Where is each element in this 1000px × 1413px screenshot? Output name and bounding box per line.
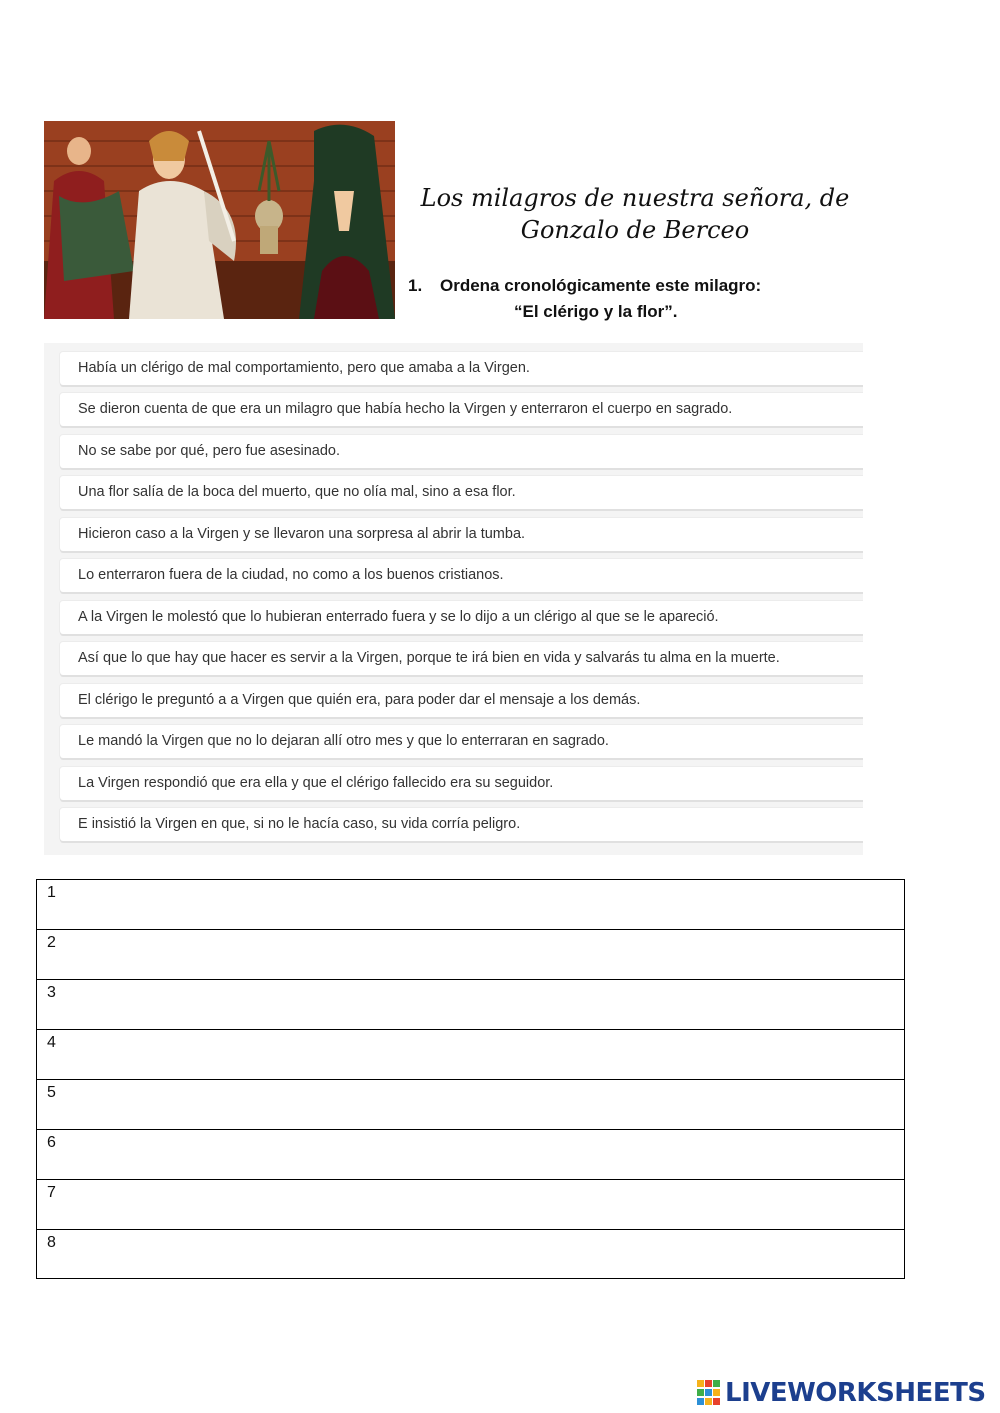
instructions bbox=[408, 273, 761, 325]
annunciation-painting bbox=[44, 121, 395, 319]
title-line-1: Los milagros de nuestra señora, de bbox=[420, 184, 850, 212]
answer-row[interactable]: 2 bbox=[37, 930, 904, 980]
sentence-item[interactable]: Lo enterraron fuera de la ciudad, no como a los buenos cristianos. bbox=[60, 559, 863, 592]
sentence-item[interactable]: Hicieron caso a la Virgen y se llevaron una sorpresa al abrir la tumba. bbox=[60, 518, 863, 551]
answer-row[interactable]: 7 bbox=[37, 1180, 904, 1230]
sentence-item[interactable]: A la Virgen le molestó que lo hubieran enterrado fuera y se lo dijo a un clérigo al que se le apareció. bbox=[60, 601, 863, 634]
sentence-item[interactable]: El clérigo le preguntó a a Virgen que quién era, para poder dar el mensaje a los demás. bbox=[60, 684, 863, 717]
liveworksheets-logo-icon bbox=[697, 1380, 721, 1406]
sentence-item[interactable]: E insistió la Virgen en que, si no le hacía caso, su vida corría peligro. bbox=[60, 808, 863, 841]
answer-row[interactable]: 5 bbox=[37, 1080, 904, 1130]
answer-row[interactable]: 4 bbox=[37, 1030, 904, 1080]
answer-row[interactable]: 6 bbox=[37, 1130, 904, 1180]
sentence-item[interactable]: No se sabe por qué, pero fue asesinado. bbox=[60, 435, 863, 468]
worksheet-title bbox=[405, 182, 865, 246]
liveworksheets-brand[interactable] bbox=[697, 1378, 986, 1408]
instruction-number: 1. bbox=[408, 276, 423, 295]
answer-row[interactable]: 1 bbox=[37, 880, 904, 930]
sentence-item[interactable]: Se dieron cuenta de que era un milagro que había hecho la Virgen y enterraron el cuerpo en sagrado. bbox=[60, 393, 863, 426]
answer-row[interactable]: 8 bbox=[47, 1234, 56, 1251]
sentence-item[interactable]: Había un clérigo de mal comportamiento, pero que amaba a la Virgen. bbox=[60, 352, 863, 385]
sentence-item[interactable]: Una flor salía de la boca del muerto, que no olía mal, sino a esa flor. bbox=[60, 476, 863, 509]
sentence-item[interactable]: La Virgen respondió que era ella y que el clérigo fallecido era su seguidor. bbox=[60, 767, 863, 800]
answer-table bbox=[36, 879, 905, 1279]
answer-row[interactable]: 3 bbox=[37, 980, 904, 1030]
instruction-text: Ordena cronológicamente este milagro: bbox=[440, 276, 762, 295]
sentence-panel bbox=[44, 343, 863, 855]
title-line-2: Gonzalo de Berceo bbox=[520, 216, 750, 244]
instruction-subtitle: “El clérigo y la flor”. bbox=[514, 302, 678, 321]
sentence-item[interactable]: Le mandó la Virgen que no lo dejaran allí otro mes y que lo enterraran en sagrado. bbox=[60, 725, 863, 758]
brand-text: LIVEWORKSHEETS bbox=[725, 1378, 986, 1408]
sentence-item[interactable]: Así que lo que hay que hacer es servir a la Virgen, porque te irá bien en vida y salvarás tu alma en la muerte. bbox=[60, 642, 863, 675]
